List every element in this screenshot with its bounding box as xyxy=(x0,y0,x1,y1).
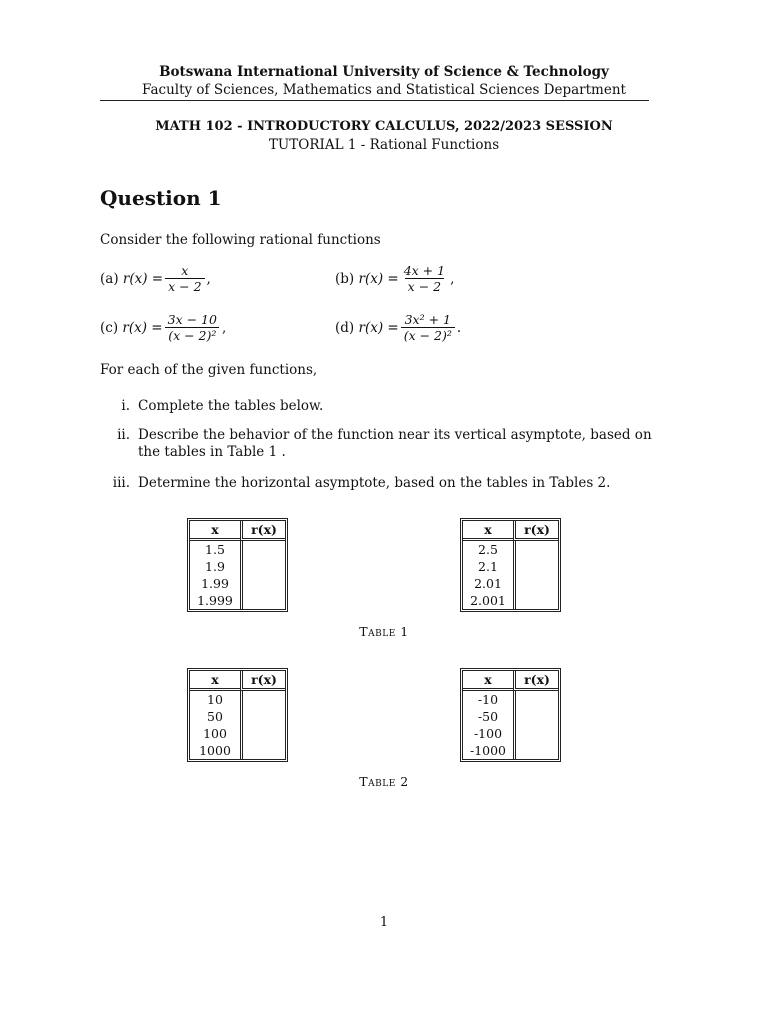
task-text: Describe the behavior of the function near its vertical asymptote, based on the tables in Table 1 . xyxy=(138,427,652,460)
task-item-iii xyxy=(100,475,660,495)
header-divider xyxy=(100,100,649,101)
function-b xyxy=(335,263,454,294)
function-trail: , xyxy=(206,270,211,287)
column-header-x: x xyxy=(463,671,513,691)
table-row xyxy=(190,708,285,725)
x-value: 10 xyxy=(207,692,223,707)
x-value: -10 xyxy=(477,692,499,707)
rx-cell[interactable] xyxy=(240,541,285,558)
table-2-caption: Table 2 xyxy=(359,774,409,789)
function-a xyxy=(100,263,211,294)
function-trail: , xyxy=(450,270,455,287)
table-row xyxy=(463,558,558,575)
table-row xyxy=(463,575,558,592)
rx-cell[interactable] xyxy=(513,575,558,592)
function-lhs: r(x) = xyxy=(358,319,399,336)
task-item-i xyxy=(100,398,660,418)
fraction xyxy=(401,263,448,294)
rx-cell[interactable] xyxy=(240,691,285,708)
table-row xyxy=(190,742,285,759)
table-2-right xyxy=(460,668,561,762)
denominator: x − 2 xyxy=(405,278,444,294)
question-title: Question 1 xyxy=(100,186,222,210)
table-row xyxy=(190,592,285,609)
table-row xyxy=(463,541,558,558)
function-lhs: r(x) = xyxy=(358,270,399,287)
rx-cell[interactable] xyxy=(240,708,285,725)
university-name: Botswana International University of Science & Technology xyxy=(159,64,609,80)
x-value: 2.01 xyxy=(474,576,502,591)
numerator: x xyxy=(181,263,189,278)
function-trail: . xyxy=(456,319,462,336)
x-value: -100 xyxy=(473,726,503,741)
function-label: (d) xyxy=(335,319,355,336)
course-title: MATH 102 - INTRODUCTORY CALCULUS, 2022/2023 SESSION xyxy=(155,119,613,134)
rx-cell[interactable] xyxy=(513,558,558,575)
function-label: (a) xyxy=(100,270,119,287)
column-header-rx: r(x) xyxy=(513,671,558,691)
function-label: (c) xyxy=(100,319,119,336)
fraction xyxy=(401,312,455,343)
rx-cell[interactable] xyxy=(513,708,558,725)
function-label: (b) xyxy=(335,270,355,287)
column-header-rx: r(x) xyxy=(513,521,558,541)
rx-cell[interactable] xyxy=(240,725,285,742)
column-header-x: x xyxy=(463,521,513,541)
table-row xyxy=(190,575,285,592)
x-value: 1000 xyxy=(199,743,231,758)
page-number: 1 xyxy=(379,915,389,930)
task-marker: iii. xyxy=(112,475,130,491)
table-2-left xyxy=(187,668,288,762)
department-name: Faculty of Sciences, Mathematics and Statistical Sciences Department xyxy=(142,82,626,98)
rx-cell[interactable] xyxy=(240,742,285,759)
rx-cell[interactable] xyxy=(513,592,558,609)
question-intro: Consider the following rational functions xyxy=(100,232,381,248)
table-row xyxy=(190,541,285,558)
x-value: -1000 xyxy=(469,743,507,758)
table-1-left xyxy=(187,518,288,612)
column-header-rx: r(x) xyxy=(240,521,285,541)
function-trail: , xyxy=(221,319,227,336)
denominator: (x − 2)² xyxy=(165,327,219,343)
table-row xyxy=(463,691,558,708)
task-marker: ii. xyxy=(117,427,130,443)
rx-cell[interactable] xyxy=(240,575,285,592)
table-row xyxy=(190,691,285,708)
numerator: 3x − 10 xyxy=(167,312,217,327)
table-row xyxy=(463,725,558,742)
table-1-caption: Table 1 xyxy=(359,624,409,639)
x-value: 2.5 xyxy=(478,542,498,557)
x-value: -50 xyxy=(477,709,499,724)
table-row xyxy=(463,708,558,725)
tutorial-title: TUTORIAL 1 - Rational Functions xyxy=(268,137,500,153)
fraction xyxy=(165,263,204,294)
function-c xyxy=(100,312,226,343)
function-lhs: r(x) = xyxy=(122,319,163,336)
rx-cell[interactable] xyxy=(513,541,558,558)
column-header-x: x xyxy=(190,671,240,691)
x-value: 1.9 xyxy=(205,559,225,574)
rx-cell[interactable] xyxy=(240,592,285,609)
column-header-x: x xyxy=(190,521,240,541)
table-row xyxy=(463,592,558,609)
function-d xyxy=(335,312,461,343)
table-row xyxy=(190,558,285,575)
task-text: Complete the tables below. xyxy=(138,398,324,414)
table-row xyxy=(463,742,558,759)
x-value: 2.001 xyxy=(470,593,506,608)
x-value: 1.99 xyxy=(201,576,229,591)
rx-cell[interactable] xyxy=(240,558,285,575)
x-value: 1.999 xyxy=(197,593,233,608)
rx-cell[interactable] xyxy=(513,742,558,759)
denominator: (x − 2)² xyxy=(401,327,455,343)
x-value: 100 xyxy=(203,726,227,741)
x-value: 2.1 xyxy=(478,559,498,574)
x-value: 1.5 xyxy=(205,542,225,557)
numerator: 4x + 1 xyxy=(403,263,446,278)
denominator: x − 2 xyxy=(165,278,204,294)
rx-cell[interactable] xyxy=(513,725,558,742)
table-1-right xyxy=(460,518,561,612)
column-header-rx: r(x) xyxy=(240,671,285,691)
rx-cell[interactable] xyxy=(513,691,558,708)
instructions-lead: For each of the given functions, xyxy=(100,362,318,378)
numerator: 3x² + 1 xyxy=(404,312,451,327)
fraction xyxy=(165,312,220,343)
x-value: 50 xyxy=(207,709,223,724)
function-lhs: r(x) = xyxy=(122,270,164,287)
task-text: Determine the horizontal asymptote, based on the tables in Tables 2. xyxy=(138,475,611,491)
table-row xyxy=(190,725,285,742)
task-item-ii xyxy=(100,427,660,467)
task-marker: i. xyxy=(121,398,130,414)
